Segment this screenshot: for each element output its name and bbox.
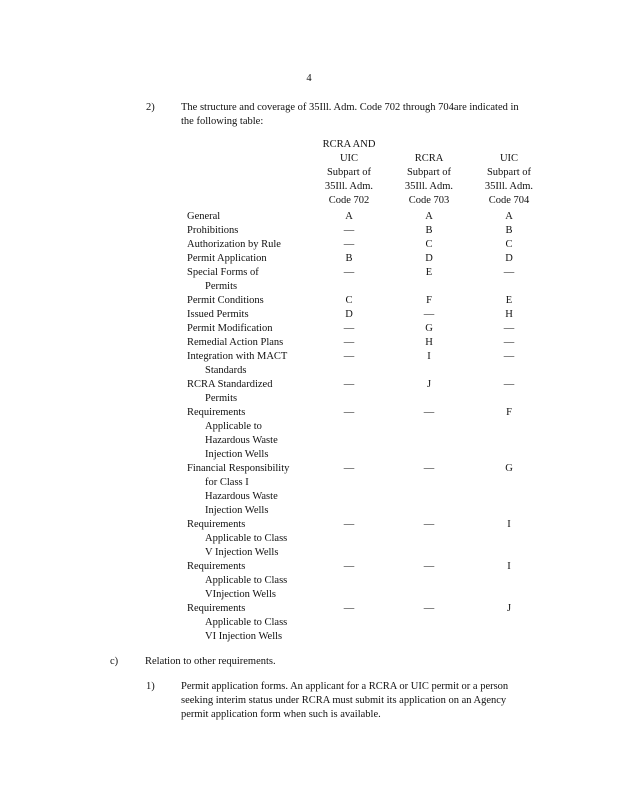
column-header-line: Subpart of bbox=[406, 167, 452, 178]
row-label-line: Requirements bbox=[187, 407, 246, 418]
table-cell: — bbox=[503, 379, 515, 390]
table-cell: — bbox=[423, 463, 435, 474]
row-label-line: Permit Application bbox=[187, 253, 267, 264]
table-cell: D bbox=[425, 253, 433, 264]
column-header-line: Subpart of bbox=[486, 167, 532, 178]
table-cell: D bbox=[505, 253, 513, 264]
row-label-line: Applicable to Class bbox=[205, 617, 288, 628]
column-header-line: 35Ill. Adm. bbox=[324, 181, 374, 192]
row-label-line: VI Injection Wells bbox=[205, 631, 283, 642]
row-label bbox=[187, 266, 297, 294]
table-cell: — bbox=[423, 561, 435, 572]
table-cell: — bbox=[343, 337, 355, 348]
row-label-line: Authorization by Rule bbox=[187, 239, 281, 250]
row-label-line: Standards bbox=[205, 365, 247, 376]
row-label bbox=[187, 406, 297, 462]
column-header-line: UIC bbox=[339, 153, 359, 164]
table-cell: B bbox=[345, 253, 353, 264]
column-header-line: Subpart of bbox=[326, 167, 372, 178]
table-cell: — bbox=[423, 309, 435, 320]
row-label bbox=[187, 350, 297, 378]
row-label-line: Permit Conditions bbox=[187, 295, 264, 306]
row-label bbox=[187, 560, 297, 602]
table-cell: E bbox=[425, 267, 433, 278]
row-label-line: Hazardous Waste bbox=[205, 491, 278, 502]
row-label-line: Permit Modification bbox=[187, 323, 273, 334]
row-label bbox=[187, 518, 297, 560]
table-cell: — bbox=[343, 225, 355, 236]
row-label-line: Applicable to Class bbox=[205, 533, 288, 544]
page-number: 4 bbox=[306, 73, 312, 84]
table-cell: — bbox=[423, 519, 435, 530]
row-label-line: Permits bbox=[205, 393, 238, 404]
row-label-line: Injection Wells bbox=[205, 449, 269, 460]
item-1-number: 1) bbox=[146, 681, 155, 692]
row-label bbox=[187, 252, 297, 266]
table-cell: H bbox=[425, 337, 433, 348]
column-header bbox=[469, 152, 549, 208]
table-cell: I bbox=[507, 561, 511, 572]
row-label-line: RCRA Standardized bbox=[187, 379, 273, 390]
row-label-line: Requirements bbox=[187, 561, 246, 572]
table-cell: — bbox=[343, 267, 355, 278]
table-cell: A bbox=[425, 211, 433, 222]
table-cell: — bbox=[343, 519, 355, 530]
table-cell: — bbox=[343, 407, 355, 418]
row-label bbox=[187, 224, 297, 238]
table-cell: — bbox=[423, 603, 435, 614]
row-label bbox=[187, 602, 297, 644]
column-header-line: Code 704 bbox=[488, 195, 530, 206]
table-cell: B bbox=[505, 225, 513, 236]
item-1-text: Permit application forms. An applicant for a RCRA or UIC permit or a person seeking interim status under RCRA must submit its application on an Agency permit application form when such is available. bbox=[181, 681, 509, 720]
table-cell: — bbox=[343, 323, 355, 334]
section-c-heading: Relation to other requirements. bbox=[145, 656, 276, 667]
table-cell: C bbox=[425, 239, 433, 250]
table-cell: — bbox=[503, 267, 515, 278]
row-label-line: VInjection Wells bbox=[205, 589, 276, 600]
column-header bbox=[389, 152, 469, 208]
table-cell: — bbox=[343, 561, 355, 572]
table-cell: C bbox=[505, 239, 513, 250]
column-header-line: Code 703 bbox=[408, 195, 450, 206]
table-cell: — bbox=[423, 407, 435, 418]
row-label-line: V Injection Wells bbox=[205, 547, 279, 558]
table-cell: — bbox=[503, 323, 515, 334]
column-header-line: 35Ill. Adm. bbox=[404, 181, 454, 192]
row-label bbox=[187, 294, 297, 308]
table-cell: — bbox=[503, 351, 515, 362]
table-cell: E bbox=[505, 295, 513, 306]
table-cell: G bbox=[505, 463, 513, 474]
table-cell: — bbox=[503, 337, 515, 348]
item-2-text: The structure and coverage of 35Ill. Adm. Code 702 through 704are indicated in the following table: bbox=[181, 102, 519, 127]
table-cell: J bbox=[506, 603, 512, 614]
table-cell: D bbox=[345, 309, 353, 320]
table-cell: I bbox=[427, 351, 431, 362]
table-cell: — bbox=[343, 239, 355, 250]
table-cell: F bbox=[426, 295, 432, 306]
row-label bbox=[187, 336, 297, 350]
row-label bbox=[187, 210, 297, 224]
row-label-line: Issued Permits bbox=[187, 309, 249, 320]
row-label-line: Permits bbox=[205, 281, 238, 292]
table-cell: A bbox=[505, 211, 513, 222]
column-header-line: UIC bbox=[499, 153, 519, 164]
row-label-line: Special Forms of bbox=[187, 267, 259, 278]
table-cell: — bbox=[343, 463, 355, 474]
row-label-line: General bbox=[187, 211, 221, 222]
row-label-line: Requirements bbox=[187, 603, 246, 614]
column-header bbox=[309, 138, 389, 208]
section-c-number: c) bbox=[110, 656, 119, 667]
row-label bbox=[187, 462, 297, 518]
row-label-line: Prohibitions bbox=[187, 225, 239, 236]
row-label bbox=[187, 308, 297, 322]
table-cell: I bbox=[507, 519, 511, 530]
table-cell: — bbox=[343, 379, 355, 390]
column-header-line: RCRA bbox=[414, 153, 444, 164]
row-label-line: Requirements bbox=[187, 519, 246, 530]
table-cell: — bbox=[343, 603, 355, 614]
table-cell: — bbox=[343, 351, 355, 362]
table-cell: A bbox=[345, 211, 353, 222]
row-label-line: Applicable to Class bbox=[205, 575, 288, 586]
table-cell: G bbox=[425, 323, 433, 334]
row-label-line: Injection Wells bbox=[205, 505, 269, 516]
table-cell: H bbox=[505, 309, 513, 320]
item-2-number: 2) bbox=[146, 102, 155, 113]
column-header-line: RCRA AND bbox=[322, 139, 376, 150]
table-cell: F bbox=[506, 407, 512, 418]
table-cell: C bbox=[345, 295, 353, 306]
row-label-line: Financial Responsibility bbox=[187, 463, 290, 474]
column-header-line: Code 702 bbox=[328, 195, 370, 206]
row-label-line: Integration with MACT bbox=[187, 351, 288, 362]
row-label bbox=[187, 378, 297, 406]
column-header-line: 35Ill. Adm. bbox=[484, 181, 534, 192]
row-label bbox=[187, 238, 297, 252]
row-label-line: Remedial Action Plans bbox=[187, 337, 284, 348]
row-label bbox=[187, 322, 297, 336]
row-label-line: for Class I bbox=[205, 477, 249, 488]
table-cell: J bbox=[426, 379, 432, 390]
table-cell: B bbox=[425, 225, 433, 236]
row-label-line: Hazardous Waste bbox=[205, 435, 278, 446]
row-label-line: Applicable to bbox=[205, 421, 262, 432]
